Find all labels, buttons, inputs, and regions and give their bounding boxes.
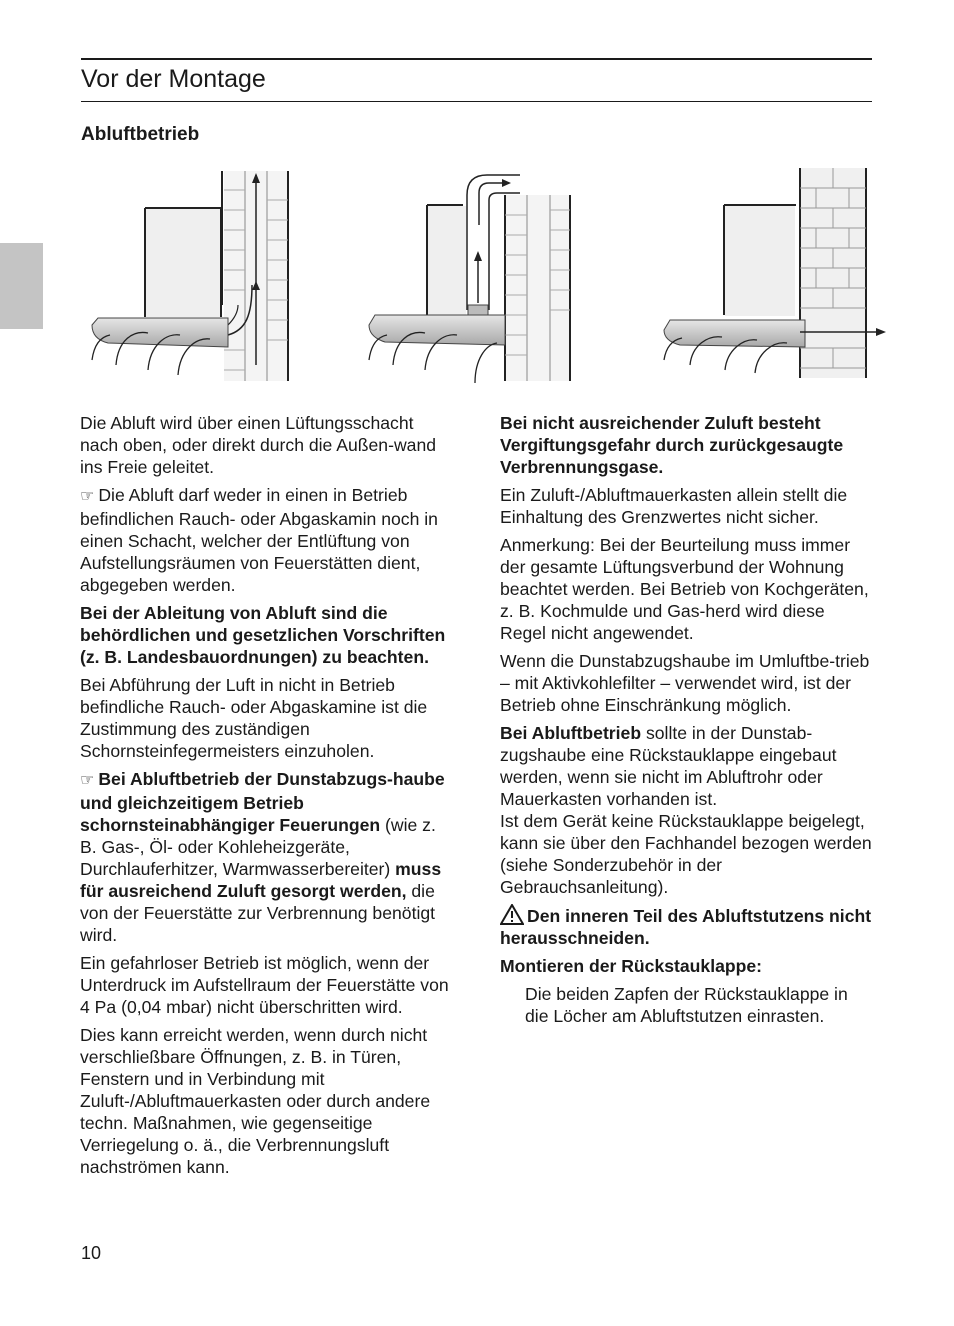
paragraph: Bei Abluftbetrieb sollte in der Dunstab-zugshaube eine Rückstauklappe eingebaut werden, wenn sie nicht im Abluftrohr oder Mauerkasten vorhanden ist. Ist dem Gerät keine Rückstauklappe beigelegt, kann sie über den Fachhandel bezogen werden (siehe Sonderzubehör in der Gebrauchsanleitung). <box>500 723 872 897</box>
header-rule-bottom <box>81 101 872 102</box>
page-number: 10 <box>81 1243 102 1263</box>
right-column <box>500 412 875 1033</box>
warning-paragraph: Bei nicht ausreichender Zuluft besteht Vergiftungsgefahr durch zurückgesaugte Verbrennungsgase. <box>500 413 844 477</box>
paragraph: Bei Abführung der Luft in nicht in Betrieb befindliche Rauch- oder Abgaskamine ist die Zustimmung des zuständigen Schornsteinfegermeisters einzuholen. <box>80 675 428 761</box>
paragraph-bold: Bei der Ableitung von Abluft sind die behördlichen und gesetzlichen Vorschriften (z. B. Landesbauordnungen) zu beachten. <box>80 603 446 667</box>
paragraph: Ein Zuluft-/Abluftmauerkasten allein stellt die Einhaltung des Grenzwertes nicht sicher. <box>500 485 848 527</box>
section-title: Abluftbetrieb <box>81 124 200 145</box>
paragraph: Ein gefahrloser Betrieb ist möglich, wenn der Unterdruck im Aufstellraum der Feuerstätte von 4 Pa (0,04 mbar) nicht überschritten wird. <box>80 953 449 1017</box>
figure-exhaust-duct-up <box>355 165 580 385</box>
paragraph: Die Abluft wird über einen Lüftungsschacht nach oben, oder direkt durch die Außen-wand ins Freie geleitet. <box>80 413 437 477</box>
figure-exhaust-through-wall <box>650 165 895 385</box>
page-title: Vor der Montage <box>81 65 266 93</box>
pointing-hand-icon: ☞ <box>80 488 95 505</box>
header-rule-top <box>81 58 872 60</box>
warning-triangle-icon <box>500 904 524 925</box>
left-column <box>80 412 455 1184</box>
paragraph: ☞ Die Abluft darf weder in einen in Betrieb befindlichen Rauch- oder Abgaskamin noch in einen Schacht, welcher der Entlüftung von Aufstellungsräumen von Feuerstätten dient, abgegeben werden. <box>80 485 438 595</box>
caution-paragraph: Den inneren Teil des Abluftstutzens nicht herausschneiden. <box>500 906 872 948</box>
figure-exhaust-shaft-up <box>78 165 298 385</box>
pointing-hand-icon: ☞ <box>80 772 95 789</box>
instruction-step: Die beiden Zapfen der Rückstauklappe in die Löcher am Abluftstutzen einrasten. <box>525 984 848 1026</box>
subheading: Montieren der Rückstauklappe: <box>500 956 763 976</box>
chapter-tab-marker <box>0 243 43 329</box>
paragraph: Dies kann erreicht werden, wenn durch nicht verschließbare Öffnungen, z. B. in Türen, Fenstern und in Verbindung mit Zuluft-/Abluftmauerkasten oder durch andere techn. Maßnahmen, wie gegenseitige Verriegelung o. ä., die Verbrennungsluft nachströmen kann. <box>80 1025 431 1177</box>
paragraph: Anmerkung: Bei der Beurteilung muss immer der gesamte Lüftungsverbund der Wohnung beachtet werden. Bei Betrieb von Kochgeräten, z. B. Kochmulde und Gas-herd wird diese Regel nicht angewendet. <box>500 535 869 643</box>
paragraph: Wenn die Dunstabzugshaube im Umluftbe-trieb – mit Aktivkohlefilter – verwendet wird, ist der Betrieb ohne Einschränkung möglich. <box>500 651 870 715</box>
paragraph: ☞ Bei Abluftbetrieb der Dunstabzugs-haube und gleichzeitigem Betrieb schornsteinabhängiger Feuerungen (wie z. B. Gas-, Öl- oder Kohleheizgeräte, Durchlauferhitzer, Warmwasserbereiter) muss für ausreichend Zuluft gesorgt werden, die von der Feuerstätte zur Verbrennung benötigt wird. <box>80 769 445 945</box>
